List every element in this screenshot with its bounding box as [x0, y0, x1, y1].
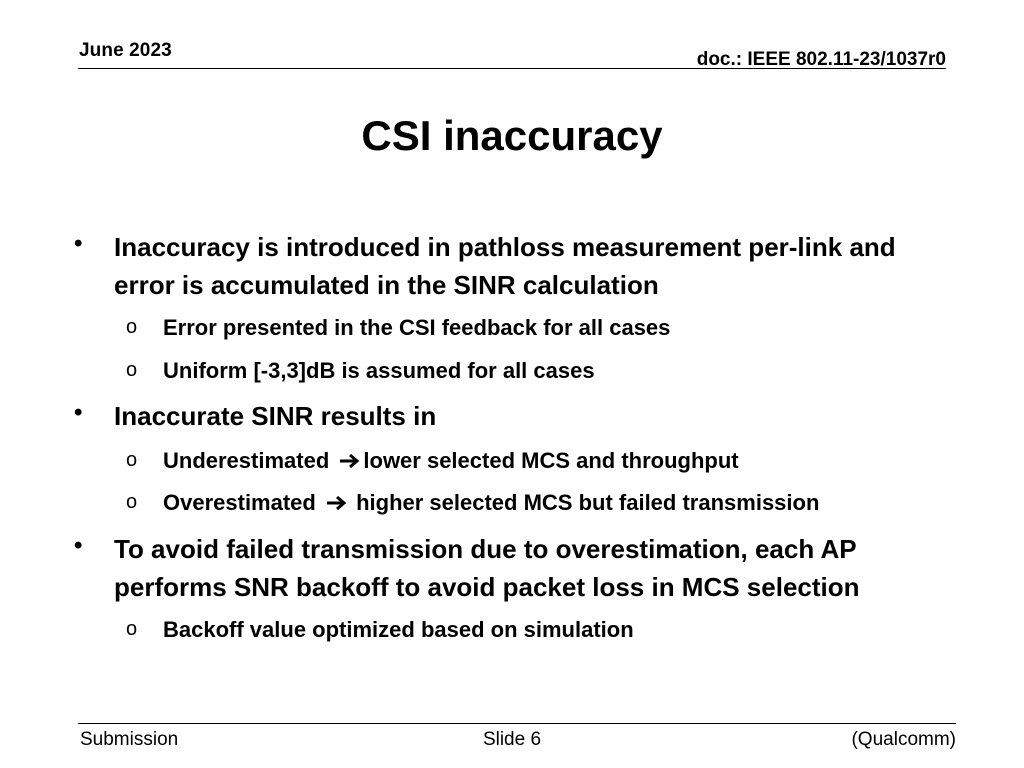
bullet-marker: •	[74, 230, 83, 257]
sub-bullet-text-before: Underestimated	[163, 448, 336, 473]
bullet-text-line: To avoid failed transmission due to overestimation, each AP	[114, 534, 857, 564]
slide-title: CSI inaccuracy	[361, 112, 663, 159]
bullet-marker: •	[74, 532, 83, 559]
right-arrow-icon	[326, 495, 348, 511]
sub-bullet-marker: o	[126, 316, 138, 338]
footer-submission: Submission	[80, 729, 179, 750]
bullet-text-line: performs SNR backoff to avoid packet loss in MCS selection	[114, 572, 860, 602]
right-arrow-icon	[339, 453, 361, 469]
sub-bullet-marker: o	[126, 449, 138, 471]
sub-bullet-text-after: higher selected MCS but failed transmission	[349, 490, 820, 515]
bullet-text-line: error is accumulated in the SINR calculation	[114, 270, 659, 300]
header-divider	[78, 68, 946, 69]
footer-company: (Qualcomm)	[851, 729, 956, 750]
sub-bullet-text: Backoff value optimized based on simulation	[163, 617, 634, 642]
footer-divider	[78, 723, 956, 724]
header-date: June 2023	[79, 40, 172, 61]
sub-bullet-marker: o	[126, 359, 138, 381]
bullet-text-line: Inaccuracy is introduced in pathloss measurement per-link and	[114, 232, 896, 262]
sub-bullet-text-before: Overestimated	[163, 490, 322, 515]
sub-bullet-text	[163, 489, 963, 517]
sub-bullet-text: Error presented in the CSI feedback for all cases	[163, 315, 671, 340]
bullet-marker: •	[74, 399, 83, 426]
header-doc-id: doc.: IEEE 802.11-23/1037r0	[696, 49, 946, 70]
sub-bullet-marker: o	[126, 618, 138, 640]
sub-bullet-marker: o	[126, 491, 138, 513]
bullet-text-line: Inaccurate SINR results in	[114, 401, 437, 431]
sub-bullet-text-after: lower selected MCS and throughput	[363, 448, 739, 473]
sub-bullet-text: Uniform [-3,3]dB is assumed for all cases	[163, 358, 595, 383]
footer-slide-number: Slide 6	[482, 729, 542, 750]
sub-bullet-text	[163, 447, 963, 475]
